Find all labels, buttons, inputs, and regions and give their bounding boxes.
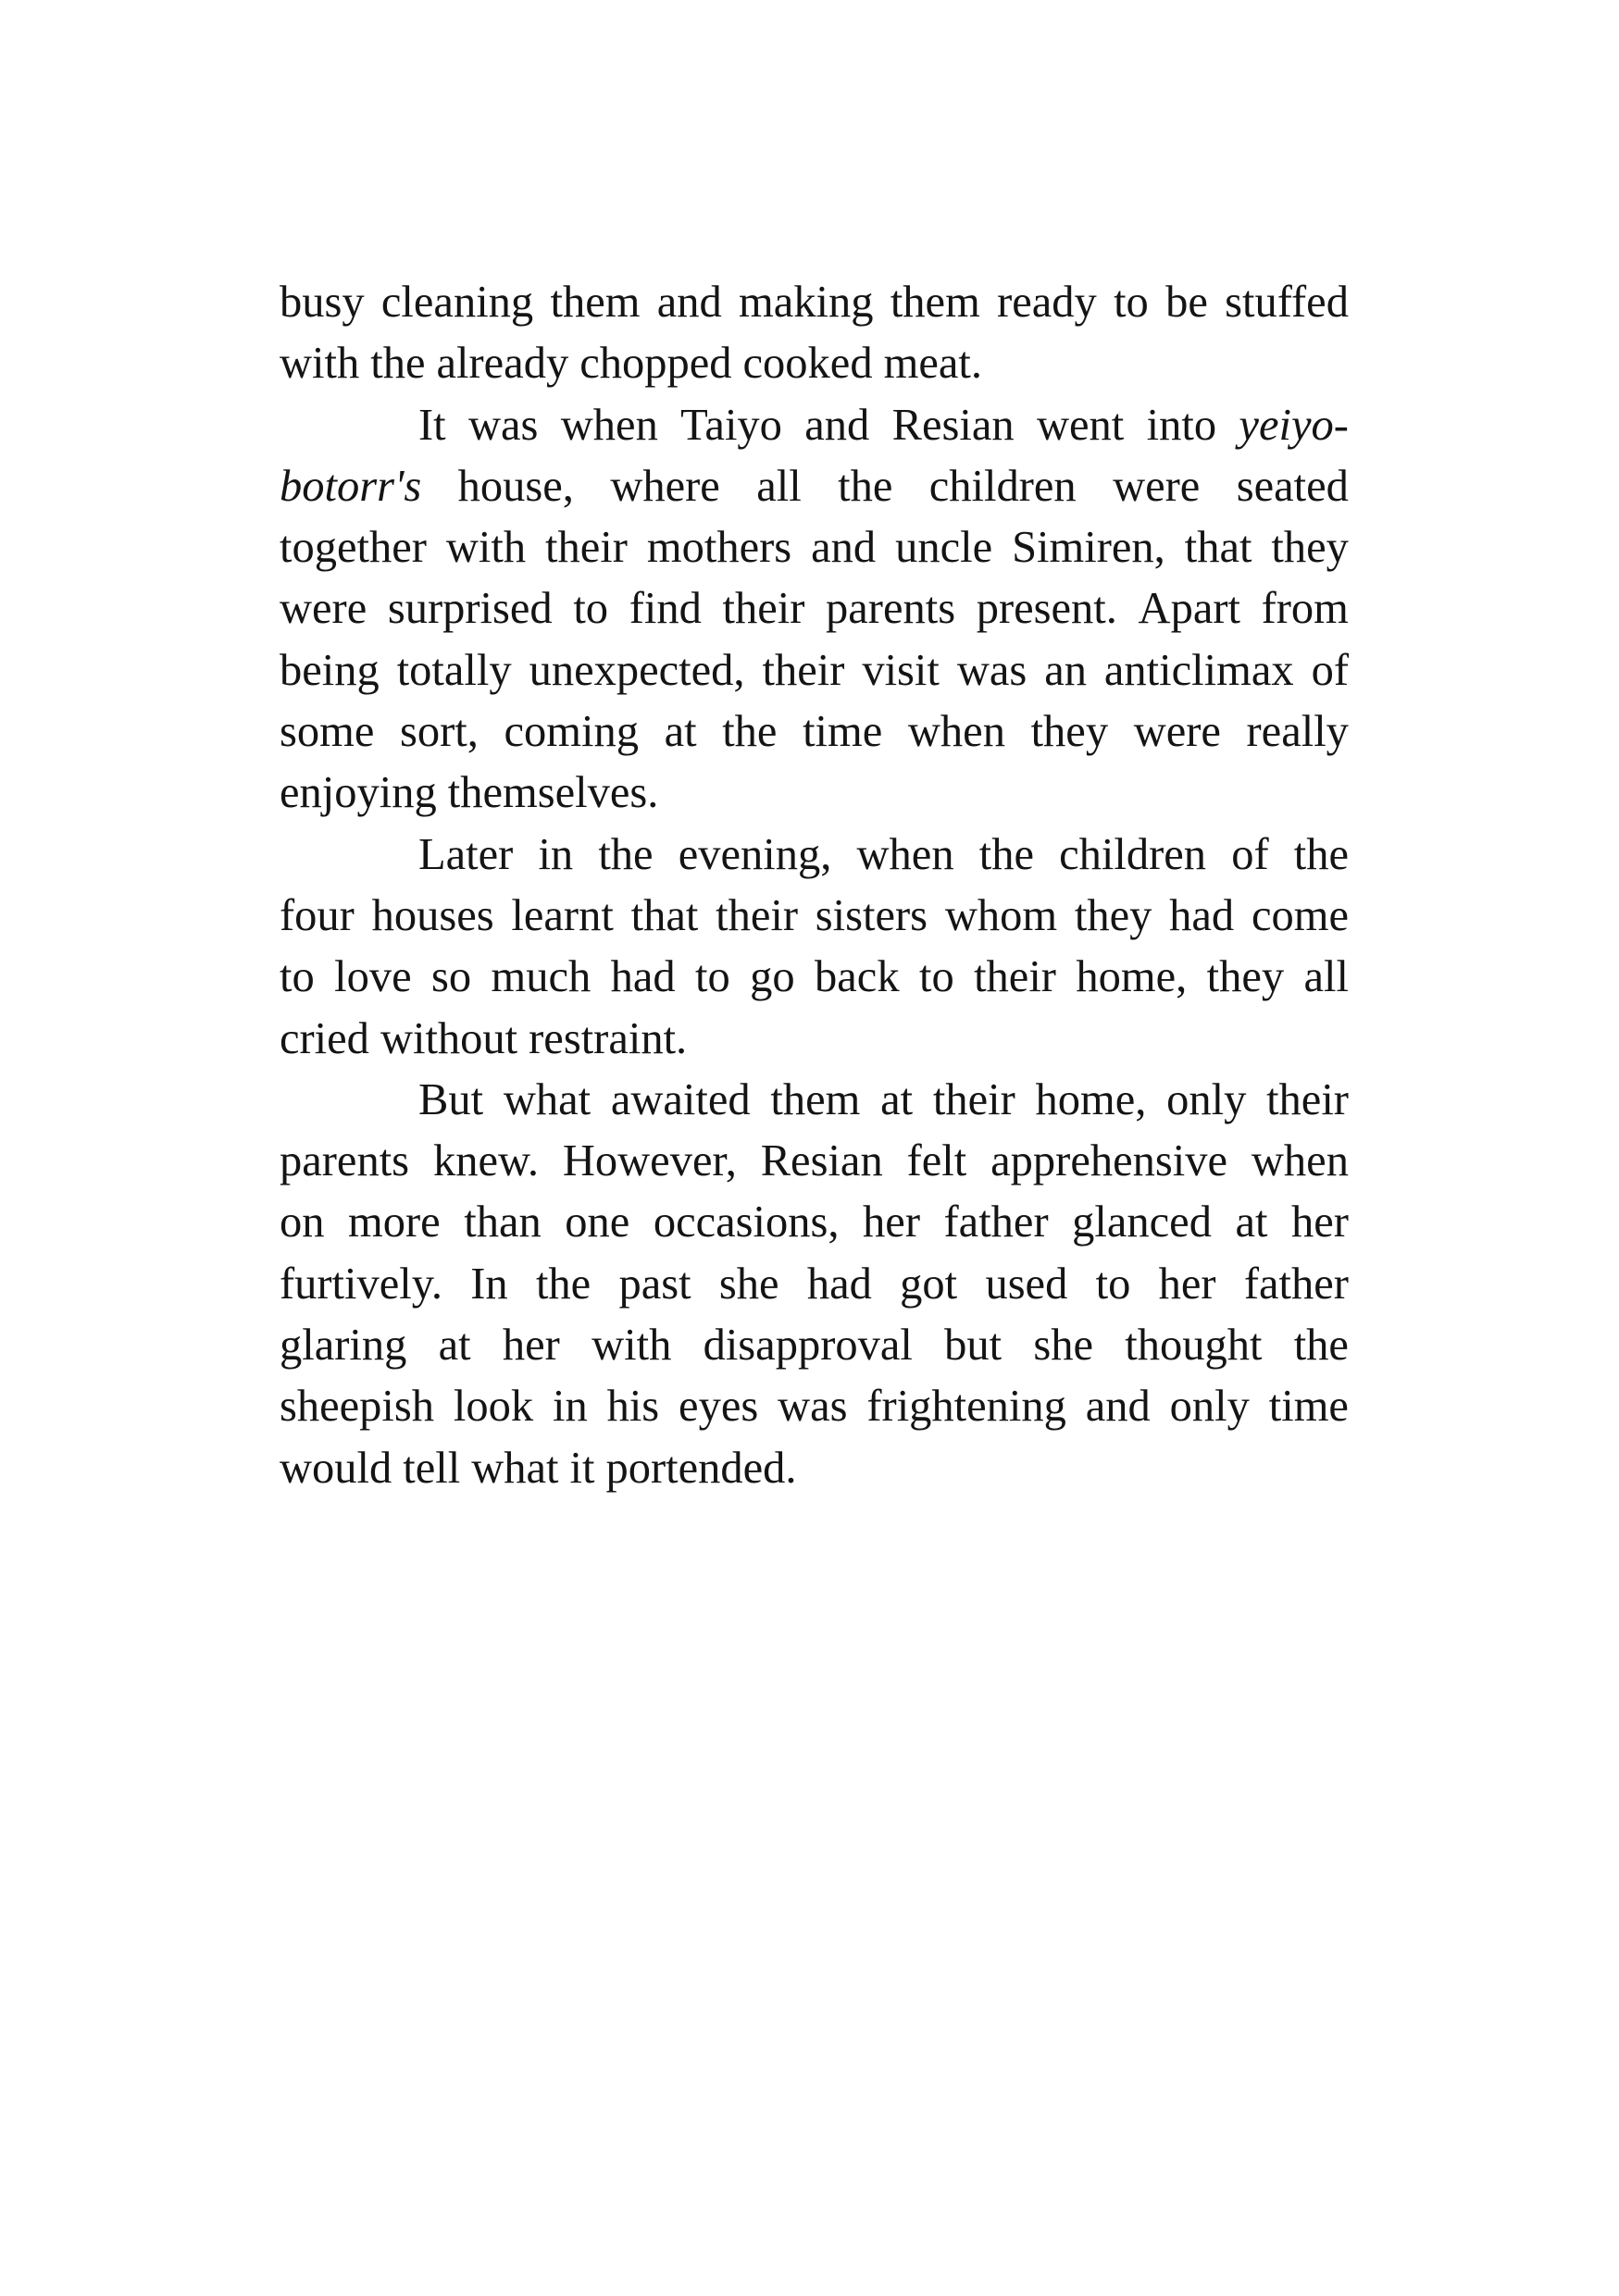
word: his xyxy=(606,1382,660,1432)
word: find xyxy=(629,584,702,634)
word: in xyxy=(538,829,574,879)
word: cooked xyxy=(742,339,873,389)
word: was xyxy=(467,400,539,450)
word: sheepish xyxy=(280,1382,435,1432)
word: frightening xyxy=(866,1382,1066,1432)
word: and xyxy=(811,523,877,573)
word: only xyxy=(1166,1074,1247,1124)
text-line xyxy=(280,1376,1349,1437)
word: knew. xyxy=(432,1136,539,1186)
word: in xyxy=(552,1382,588,1432)
text-line xyxy=(280,640,1349,701)
word: felt xyxy=(906,1136,967,1186)
word: they xyxy=(1206,952,1285,1002)
word: sort, xyxy=(400,707,479,757)
word: that xyxy=(1184,523,1252,573)
italic-word: botorr's xyxy=(280,461,422,511)
word: glanced xyxy=(1072,1198,1212,1247)
word: them xyxy=(770,1074,861,1124)
word: awaited xyxy=(610,1074,751,1124)
text-line xyxy=(280,333,1349,394)
word: that xyxy=(630,890,699,940)
text-line xyxy=(280,578,1349,639)
word: But xyxy=(418,1074,484,1124)
word: the xyxy=(535,1259,592,1309)
word: their xyxy=(545,523,628,573)
word: her xyxy=(1158,1259,1216,1309)
word: what xyxy=(503,1074,592,1124)
word: so xyxy=(431,952,472,1002)
italic-word: yeiyo- xyxy=(1239,400,1349,450)
word: visit xyxy=(862,645,940,695)
word: Simiren, xyxy=(1012,523,1165,573)
word: apprehensive xyxy=(990,1136,1227,1186)
word: more xyxy=(348,1198,441,1247)
word: occasions, xyxy=(653,1198,840,1247)
word: together xyxy=(280,523,427,573)
word: cried xyxy=(280,1013,369,1063)
word: It xyxy=(418,400,446,450)
word: children xyxy=(1059,829,1207,879)
word: of xyxy=(1231,829,1269,879)
word: their xyxy=(722,584,805,634)
word: the xyxy=(598,829,654,879)
word: at xyxy=(664,707,697,757)
paragraph xyxy=(280,825,1349,1070)
word: on xyxy=(280,1198,325,1247)
word: meat. xyxy=(883,339,982,389)
word: anticlimax xyxy=(1103,645,1294,695)
word: making xyxy=(739,278,874,327)
word: totally xyxy=(396,645,512,695)
word: house, xyxy=(457,461,574,511)
word: much xyxy=(491,952,592,1002)
word: used xyxy=(985,1259,1068,1309)
word: with xyxy=(592,1321,672,1371)
word: parents xyxy=(826,584,956,634)
word: when xyxy=(856,829,954,879)
text-line xyxy=(280,825,1349,886)
word: were xyxy=(1133,707,1221,757)
word: had xyxy=(1169,890,1235,940)
word: cleaning xyxy=(380,278,534,327)
word: disapproval xyxy=(703,1321,913,1371)
word: unexpected, xyxy=(529,645,745,695)
word: her xyxy=(502,1321,560,1371)
word: In xyxy=(470,1259,508,1309)
text-line xyxy=(280,1070,1349,1131)
text-line xyxy=(280,1315,1349,1376)
word: the xyxy=(722,707,778,757)
text-line xyxy=(280,456,1349,517)
word: time xyxy=(1268,1382,1349,1432)
word: back xyxy=(815,952,900,1002)
word: tell xyxy=(403,1443,461,1493)
word: what xyxy=(471,1443,559,1493)
word: where xyxy=(610,461,720,511)
word: busy xyxy=(280,278,365,327)
word: one xyxy=(565,1198,630,1247)
word: home, xyxy=(1035,1074,1147,1124)
paragraph xyxy=(280,1070,1349,1499)
word: their xyxy=(716,890,798,940)
text-line xyxy=(280,1254,1349,1315)
word: their xyxy=(932,1074,1015,1124)
text-line xyxy=(280,395,1349,456)
word: portended. xyxy=(605,1443,797,1493)
word: and xyxy=(804,400,870,450)
word: all xyxy=(1303,952,1349,1002)
paragraph xyxy=(280,395,1349,825)
text-line xyxy=(280,763,1349,824)
word: some xyxy=(280,707,375,757)
word: they xyxy=(1271,523,1349,573)
word: all xyxy=(756,461,802,511)
word: present. xyxy=(976,584,1117,634)
word: went xyxy=(1037,400,1125,450)
word: sisters xyxy=(815,890,928,940)
word: houses xyxy=(371,890,494,940)
paragraph xyxy=(280,272,1349,395)
word: without xyxy=(380,1013,518,1063)
word: coming xyxy=(504,707,639,757)
word: furtively. xyxy=(280,1259,442,1309)
word: stuffed xyxy=(1225,278,1349,327)
word: go xyxy=(750,952,795,1002)
word: when xyxy=(1251,1136,1349,1186)
word: and xyxy=(1085,1382,1151,1432)
word: eyes xyxy=(679,1382,759,1432)
word: she xyxy=(1033,1321,1093,1371)
word: the xyxy=(838,461,893,511)
word: to xyxy=(1114,278,1149,327)
text-line xyxy=(280,272,1349,333)
word: enjoying xyxy=(280,768,437,818)
text-line xyxy=(280,947,1349,1008)
word: already xyxy=(436,339,569,389)
word: them xyxy=(890,278,980,327)
word: four xyxy=(280,890,355,940)
word: Taiyo xyxy=(680,400,782,450)
word: being xyxy=(280,645,380,695)
body-text xyxy=(280,272,1349,1499)
word: would xyxy=(280,1443,392,1493)
word: Resian xyxy=(891,400,1015,450)
word: thought xyxy=(1125,1321,1263,1371)
word: to xyxy=(280,952,315,1002)
text-line xyxy=(280,1192,1349,1253)
word: them xyxy=(550,278,641,327)
word: from xyxy=(1261,584,1349,634)
word: it xyxy=(569,1443,595,1493)
word: with xyxy=(445,523,527,573)
word: their xyxy=(762,645,845,695)
word: love xyxy=(334,952,412,1002)
word: she xyxy=(718,1259,779,1309)
word: at xyxy=(880,1074,914,1124)
word: her xyxy=(1291,1198,1349,1247)
word: Apart xyxy=(1138,584,1240,634)
word: than xyxy=(464,1198,542,1247)
word: when xyxy=(907,707,1005,757)
word: past xyxy=(618,1259,691,1309)
word: look xyxy=(453,1382,534,1432)
word: but xyxy=(944,1321,1003,1371)
text-line xyxy=(280,886,1349,947)
word: their xyxy=(1266,1074,1349,1124)
word: to xyxy=(573,584,609,634)
word: surprised xyxy=(387,584,553,634)
word: chopped xyxy=(579,339,732,389)
word: and xyxy=(656,278,722,327)
word: be xyxy=(1165,278,1208,327)
word: father xyxy=(1243,1259,1349,1309)
word: seated xyxy=(1236,461,1349,511)
word: the xyxy=(370,339,426,389)
word: only xyxy=(1169,1382,1250,1432)
word: really xyxy=(1246,707,1349,757)
word: learnt xyxy=(511,890,614,940)
text-line xyxy=(280,701,1349,763)
word: at xyxy=(438,1321,471,1371)
word: evening, xyxy=(678,829,832,879)
text-line xyxy=(280,517,1349,578)
word: their xyxy=(974,952,1056,1002)
word: her xyxy=(863,1198,920,1247)
word: an xyxy=(1044,645,1087,695)
word: had xyxy=(610,952,676,1002)
word: of xyxy=(1311,645,1349,695)
word: ready xyxy=(997,278,1097,327)
word: However, xyxy=(562,1136,737,1186)
word: home, xyxy=(1076,952,1188,1002)
word: whom xyxy=(944,890,1058,940)
word: uncle xyxy=(895,523,993,573)
word: at xyxy=(1235,1198,1268,1247)
word: into xyxy=(1146,400,1217,450)
text-line xyxy=(280,1009,1349,1070)
word: to xyxy=(1095,1259,1131,1309)
word: glaring xyxy=(280,1321,407,1371)
word: was xyxy=(778,1382,848,1432)
word: was xyxy=(956,645,1027,695)
word: time xyxy=(803,707,883,757)
word: they xyxy=(1074,890,1152,940)
word: come xyxy=(1251,890,1349,940)
text-line xyxy=(280,1131,1349,1192)
word: themselves. xyxy=(447,768,659,818)
word: father xyxy=(943,1198,1049,1247)
word: to xyxy=(695,952,730,1002)
word: they xyxy=(1030,707,1109,757)
word: when xyxy=(560,400,658,450)
word: the xyxy=(978,829,1034,879)
word: the xyxy=(1293,1321,1349,1371)
word: had xyxy=(806,1259,872,1309)
text-line xyxy=(280,1438,1349,1499)
word: to xyxy=(918,952,954,1002)
word: were xyxy=(1113,461,1201,511)
word: got xyxy=(900,1259,958,1309)
word: the xyxy=(1293,829,1349,879)
word: were xyxy=(280,584,367,634)
word: mothers xyxy=(646,523,792,573)
word: children xyxy=(928,461,1077,511)
word: with xyxy=(280,339,360,389)
word: restraint. xyxy=(529,1013,688,1063)
word: Resian xyxy=(760,1136,883,1186)
word: parents xyxy=(280,1136,410,1186)
word: Later xyxy=(418,829,514,879)
